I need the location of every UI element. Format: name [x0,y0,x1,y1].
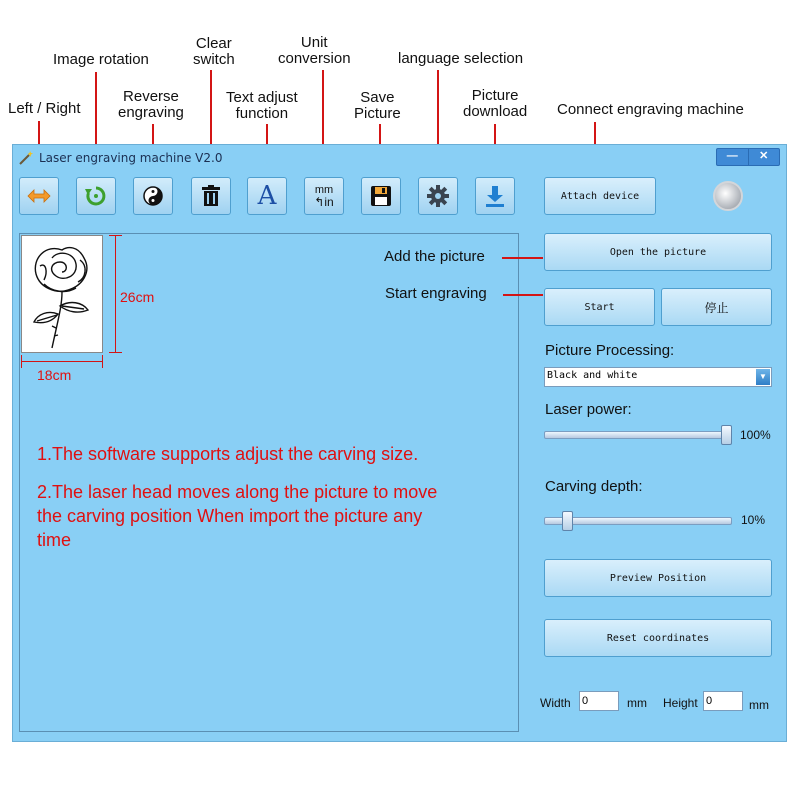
carving-depth-value: 10% [741,513,766,527]
wand-icon [18,150,34,166]
trash-icon [200,184,222,208]
title-bar [13,145,786,171]
mm-in-icon-bottom-text: in [324,194,334,209]
callout-unit-line2: conversion [278,50,351,67]
height-input[interactable]: 0 [703,691,743,711]
laser-power-value: 100% [740,428,771,442]
save-picture-button[interactable] [361,177,401,215]
height-dimension-line [115,235,116,353]
app-window [12,144,787,742]
callout-left-right: Left / Right [8,100,81,117]
callout-text-adjust-line2: function [235,105,289,122]
rotate-button[interactable] [76,177,116,215]
minimize-button[interactable]: — [726,150,738,162]
left-right-icon [26,186,52,206]
height-unit-label: mm [749,698,769,712]
note-laser-head-line3: time [37,530,72,550]
callout-start-engraving: Start engraving [385,285,487,302]
leader-start-engraving [503,294,543,296]
unit-conversion-button[interactable] [304,177,344,215]
callout-add-picture: Add the picture [384,248,485,265]
laser-power-label: Laser power: [545,401,632,418]
picture-processing-select[interactable] [544,367,772,387]
note-laser-head-line2: the carving position When import the picture any [37,506,423,526]
gear-icon [426,184,450,208]
imported-picture[interactable] [21,235,103,353]
width-input[interactable]: 0 [579,691,619,711]
width-dimension-line [21,361,103,362]
callout-clear-line1: Clear [195,35,232,52]
callout-unit-conversion [278,35,351,67]
text-a-icon: A [257,181,277,211]
callout-language-selection: language selection [398,50,524,67]
mm-in-icon-bottom: ↰in [314,194,334,209]
callout-text-adjust [226,90,298,122]
rotate-icon [84,184,108,208]
clear-button[interactable] [191,177,231,215]
carving-depth-label: Carving depth: [545,478,643,495]
window-title: Laser engraving machine V2.0 [39,151,223,165]
callout-download-line2: download [463,103,528,120]
callout-reverse-line1: Reverse [123,88,179,105]
close-button[interactable]: ✕ [748,149,780,165]
callout-connect-machine: Connect engraving machine [557,101,744,118]
left-right-button[interactable] [19,177,59,215]
note-laser-head [37,480,437,552]
language-button[interactable] [418,177,458,215]
reverse-engraving-button[interactable] [133,177,173,215]
leader-add-picture [502,257,543,259]
rose-illustration [22,236,102,352]
start-button[interactable]: Start [544,288,655,326]
callout-download-line1: Picture [471,87,519,104]
width-dimension-label: 18cm [37,367,72,383]
open-picture-button[interactable]: Open the picture [544,233,772,271]
height-dimension-tick-bottom [109,352,122,353]
engraving-canvas[interactable] [19,233,519,732]
height-dimension-tick-top [109,235,122,236]
picture-download-button[interactable] [475,177,515,215]
stop-button[interactable]: 停止 [661,288,772,326]
height-label: Height [663,696,698,710]
note-carving-size: 1.The software supports adjust the carving size. [37,444,419,464]
picture-processing-label: Picture Processing: [545,342,675,359]
width-label: Width [540,696,571,710]
text-adjust-button[interactable] [247,177,287,215]
callout-clear-switch [193,36,235,68]
laser-power-slider-thumb[interactable] [721,425,732,445]
yin-yang-icon [142,185,164,207]
width-dimension-tick-right [102,355,103,368]
callout-reverse-line2: engraving [118,104,184,121]
callout-save-line1: Save [360,89,395,106]
connection-status-indicator [713,181,743,211]
picture-processing-value: Black and white [547,370,638,381]
download-icon [483,184,507,208]
mm-in-icon: mm [314,183,334,196]
callout-text-adjust-line1: Text adjust [226,89,298,106]
callout-save-line2: Picture [354,105,401,122]
callout-clear-line2: switch [193,51,235,68]
reset-coordinates-button[interactable]: Reset coordinates [544,619,772,657]
note-laser-head-line1: 2.The laser head moves along the picture to move [37,482,438,502]
width-unit-label: mm [627,696,647,710]
height-dimension-label: 26cm [120,289,155,305]
laser-power-slider-track[interactable] [544,431,732,439]
callout-reverse-engraving [118,89,184,121]
callout-unit-line1: Unit [300,34,328,51]
callout-picture-download [463,88,527,120]
callout-save-picture [354,90,401,122]
attach-device-button[interactable]: Attach device [544,177,656,215]
callout-image-rotation: Image rotation [53,51,149,68]
save-icon [370,185,392,207]
dropdown-arrow-icon[interactable]: ▼ [756,369,770,385]
carving-depth-slider-thumb[interactable] [562,511,573,531]
window-controls [716,148,780,166]
width-dimension-tick-left [21,355,22,368]
preview-position-button[interactable]: Preview Position [544,559,772,597]
